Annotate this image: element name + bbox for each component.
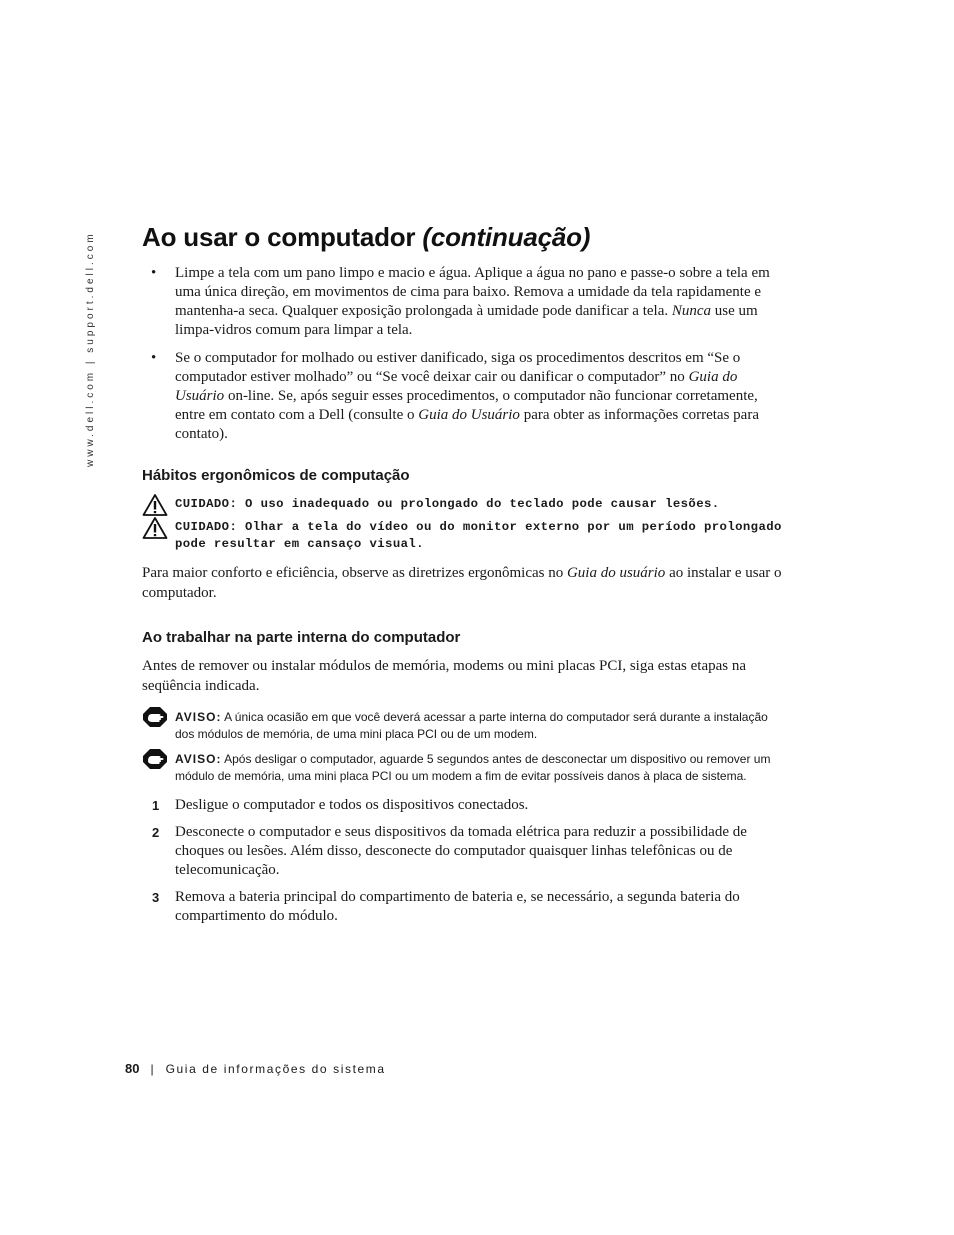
- bullet-emphasis: Guia do Usuário: [418, 407, 520, 423]
- step-item: [142, 796, 787, 815]
- step-text: Desligue o computador e todos os dispositivos conectados.: [175, 797, 529, 813]
- caution-note: [142, 519, 787, 553]
- bullet-text: use um limpa-vidros comum para limpar a tela.: [175, 303, 758, 338]
- warning-triangle-icon: [142, 493, 168, 517]
- bullet-text: Se o computador for molhado ou estiver danificado, siga os procedimentos descritos em “Se o computador estiver molhado” ou “Se você deixar cair ou danificar o computador” no: [175, 350, 741, 385]
- sidebar-url-text: www.dell.com | support.dell.com: [85, 231, 96, 467]
- caution-text: CUIDADO: O uso inadequado ou prolongado do teclado pode causar lesões.: [175, 497, 720, 511]
- paragraph-text: ao instalar e usar o computador.: [142, 565, 782, 601]
- main-content: [142, 264, 787, 934]
- bullet-item: [142, 349, 787, 444]
- bullet-emphasis: Nunca: [671, 303, 712, 319]
- bullet-item: [142, 264, 787, 340]
- section-heading-inside-computer: Ao trabalhar na parte interna do computador: [142, 629, 461, 646]
- inside-computer-paragraph: Antes de remover ou instalar módulos de memória, modems ou mini placas PCI, siga estas etapas na seqüência indicada.: [142, 658, 747, 694]
- step-text: Remova a bateria principal do compartimento de bateria e, se necessário, a segunda bateria do compartimento do módulo.: [175, 889, 740, 924]
- paragraph-emphasis: Guia do usuário: [566, 565, 666, 581]
- caution-note: [142, 496, 787, 513]
- notice-text: [175, 751, 787, 785]
- bullet-text: Limpe a tela com um pano limpo e macio e água. Aplique a água no pano e passe-o sobre a tela em uma única direção, em movimentos de cima para baixo. Remova a umidade da tela rapidamente e mantenha-a seca. Qualquer exposição prolongada à umidade pode danificar a tela.: [175, 265, 770, 319]
- step-text: Desconecte o computador e seus dispositivos da tomada elétrica para reduzir a possibilidade de choques ou lesões. Além disso, desconecte do computador quaisquer linhas telefônicas ou de telecomunicação.: [175, 824, 747, 878]
- warning-triangle-icon: [142, 516, 168, 540]
- bullet-emphasis: Guia do Usuário: [175, 369, 738, 404]
- page-footer: [125, 1061, 386, 1076]
- footer-separator: |: [150, 1062, 154, 1076]
- step-item: [142, 888, 787, 926]
- page-title: [142, 222, 590, 253]
- sidebar: [80, 222, 100, 467]
- paragraph-text: Para maior conforto e eficiência, observe as diretrizes ergonômicas no: [142, 565, 567, 581]
- section-heading-ergonomics: Hábitos ergonômicos de computação: [142, 467, 410, 484]
- notice-note: [142, 709, 787, 743]
- bullet-mark: •: [151, 350, 157, 366]
- notice-note: [142, 751, 787, 785]
- notice-text: [175, 709, 787, 743]
- step-number: 2: [152, 825, 160, 840]
- notice-label: AVISO:: [175, 752, 222, 766]
- page-number: 80: [125, 1061, 140, 1076]
- notice-hand-icon: [142, 748, 168, 770]
- notice-body: A única ocasião em que você deverá acessar a parte interna do computador será durante a instalação dos módulos de memória, de uma mini placa PCI ou de um modem.: [175, 710, 768, 741]
- notice-body: Após desligar o computador, aguarde 5 segundos antes de desconectar um dispositivo ou remover um módulo de memória, uma mini placa PCI ou um modem a fim de evitar possíveis danos à placa de sistema.: [175, 752, 771, 783]
- page-title-main: Ao usar o computador: [142, 222, 423, 252]
- bullet-text: on-line. Se, após seguir esses procedimentos, o computador não funcionar corretamente, entre em contato com a Dell (consulte o: [175, 388, 758, 423]
- steps-list: [142, 796, 787, 926]
- ergonomics-paragraph: [142, 563, 787, 603]
- notice-label: AVISO:: [175, 710, 222, 724]
- step-number: 3: [152, 890, 160, 905]
- step-number: 1: [152, 798, 160, 813]
- step-item: [142, 823, 787, 880]
- bullet-text: para obter as informações corretas para contato).: [175, 407, 759, 442]
- footer-title: Guia de informações do sistema: [165, 1062, 386, 1076]
- bullet-mark: •: [151, 265, 157, 281]
- page-title-continuation: (continuação): [422, 222, 591, 252]
- notice-hand-icon: [142, 706, 168, 728]
- caution-text: CUIDADO: Olhar a tela do vídeo ou do monitor externo por um período prolongado pode resultar em cansaço visual.: [175, 520, 782, 551]
